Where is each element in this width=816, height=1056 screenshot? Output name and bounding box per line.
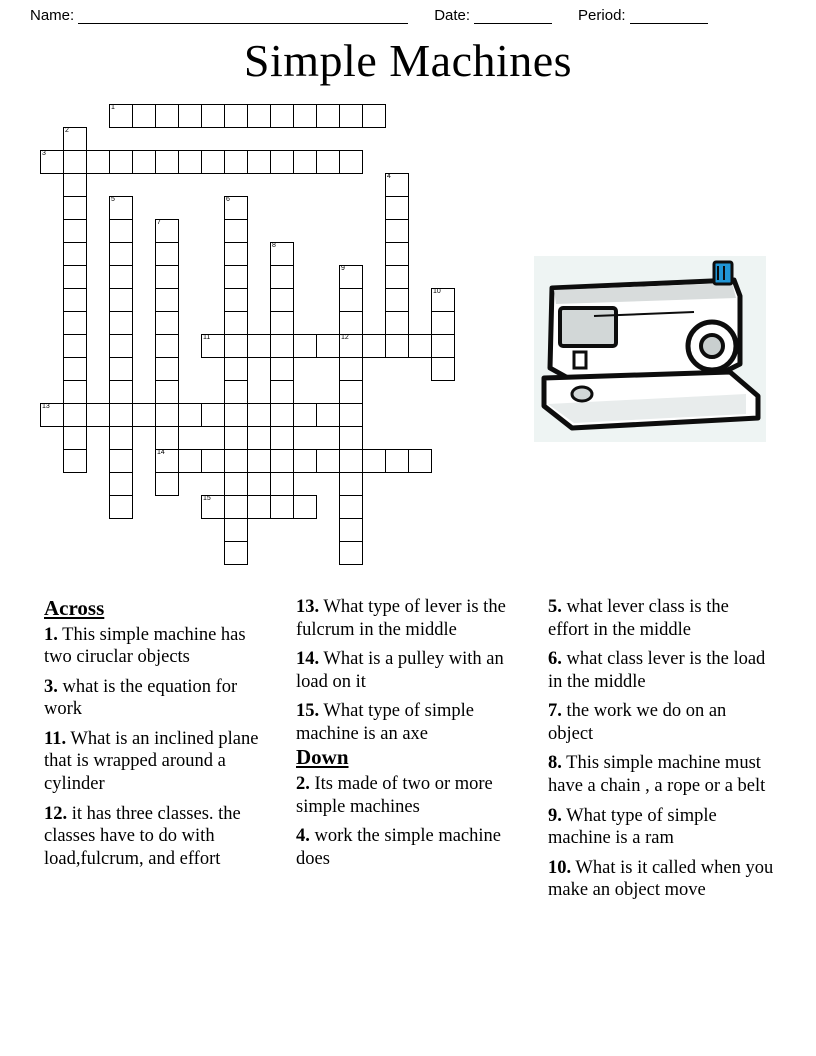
crossword-cell[interactable] — [201, 449, 225, 473]
cell-number: 2 — [65, 127, 69, 134]
clue-columns — [44, 596, 774, 976]
cell-number: 5 — [111, 196, 115, 203]
crossword-cell[interactable] — [63, 150, 87, 174]
crossword-cell[interactable] — [270, 265, 294, 289]
crossword-cell[interactable] — [339, 449, 363, 473]
crossword-cell[interactable] — [224, 426, 248, 450]
sewing-machine-illustration — [534, 256, 766, 442]
crossword-cell[interactable] — [362, 334, 386, 358]
cell-number: 7 — [157, 219, 161, 226]
crossword-cell[interactable] — [224, 311, 248, 335]
crossword-cell[interactable] — [63, 334, 87, 358]
crossword-cell[interactable] — [431, 357, 455, 381]
crossword-cell[interactable] — [155, 150, 179, 174]
crossword-cell[interactable] — [63, 311, 87, 335]
cell-number: 4 — [387, 173, 391, 180]
crossword-cell[interactable] — [316, 104, 340, 128]
crossword-cell[interactable] — [339, 541, 363, 565]
crossword-cell[interactable] — [385, 265, 409, 289]
crossword-cell[interactable] — [362, 104, 386, 128]
crossword-cell[interactable] — [63, 403, 87, 427]
crossword-cell[interactable] — [270, 357, 294, 381]
crossword-cell[interactable] — [270, 472, 294, 496]
crossword-cell[interactable] — [339, 288, 363, 312]
crossword-cell[interactable] — [247, 495, 271, 519]
clue-text: the work we do on an object — [548, 701, 727, 744]
clue-item — [296, 700, 522, 745]
student-info-header — [30, 0, 786, 24]
crossword-cell[interactable] — [362, 449, 386, 473]
cell-number: 15 — [203, 495, 211, 502]
crossword-cell[interactable] — [224, 449, 248, 473]
clue-text: it has three classes. the classes have to do with load,fulcrum, and effort — [44, 803, 241, 869]
crossword-cell[interactable] — [178, 449, 202, 473]
crossword-cell[interactable] — [385, 288, 409, 312]
clue-number: 11. — [44, 728, 67, 749]
clue-text: What is an inclined plane that is wrapped around a cylinder — [44, 728, 259, 794]
crossword-cell[interactable] — [109, 334, 133, 358]
crossword-cell[interactable] — [270, 380, 294, 404]
crossword-cell[interactable] — [224, 495, 248, 519]
crossword-cell[interactable] — [247, 334, 271, 358]
cell-number: 11 — [203, 334, 211, 341]
crossword-cell[interactable] — [201, 334, 225, 358]
crossword-cell[interactable] — [155, 288, 179, 312]
clue-number: 8. — [548, 753, 562, 774]
crossword-cell[interactable] — [293, 104, 317, 128]
clue-item — [44, 624, 270, 669]
clue-text: What is it called when you make an object move — [548, 857, 774, 901]
crossword-cell[interactable] — [155, 380, 179, 404]
clue-number: 12. — [44, 803, 68, 824]
crossword-cell[interactable] — [339, 104, 363, 128]
crossword-cell[interactable] — [339, 265, 363, 289]
crossword-cell[interactable] — [155, 357, 179, 381]
clue-text: what lever class is the effort in the middle — [548, 597, 729, 640]
crossword-cell[interactable] — [155, 334, 179, 358]
clue-item — [548, 752, 774, 797]
crossword-cell[interactable] — [63, 219, 87, 243]
clue-item — [44, 676, 270, 721]
clue-item — [548, 596, 774, 641]
crossword-cell[interactable] — [431, 311, 455, 335]
clue-text: work the simple machine does — [296, 826, 501, 869]
crossword-cell[interactable] — [178, 403, 202, 427]
crossword-cell[interactable] — [132, 150, 156, 174]
crossword-cell[interactable] — [339, 495, 363, 519]
crossword-cell[interactable] — [224, 403, 248, 427]
clue-text: Its made of two or more simple machines — [296, 773, 493, 817]
crossword-cell[interactable] — [316, 403, 340, 427]
crossword-cell[interactable] — [316, 150, 340, 174]
crossword-cell[interactable] — [109, 495, 133, 519]
crossword-cell[interactable] — [155, 311, 179, 335]
crossword-cell[interactable] — [316, 334, 340, 358]
crossword-cell[interactable] — [132, 104, 156, 128]
crossword-cell[interactable] — [270, 449, 294, 473]
crossword-cell[interactable] — [155, 472, 179, 496]
crossword-cell[interactable] — [63, 449, 87, 473]
crossword-cell[interactable] — [40, 403, 64, 427]
crossword-cell[interactable] — [109, 449, 133, 473]
crossword-cell[interactable] — [339, 150, 363, 174]
crossword-cell[interactable] — [224, 334, 248, 358]
crossword-cell[interactable] — [155, 265, 179, 289]
crossword-cell[interactable] — [201, 495, 225, 519]
clue-number: 1. — [44, 624, 58, 645]
crossword-cell[interactable] — [339, 334, 363, 358]
crossword-cell[interactable] — [385, 173, 409, 197]
clue-number: 9. — [548, 805, 562, 826]
crossword-cell[interactable] — [270, 311, 294, 335]
clue-number: 6. — [548, 649, 562, 670]
crossword-cell[interactable] — [385, 242, 409, 266]
crossword-cell[interactable] — [178, 104, 202, 128]
clue-text: This simple machine has two ciruclar objects — [44, 624, 246, 668]
crossword-cell[interactable] — [224, 104, 248, 128]
clue-item — [44, 728, 270, 796]
crossword-cell[interactable] — [385, 449, 409, 473]
crossword-cell[interactable] — [247, 403, 271, 427]
cell-number: 6 — [226, 196, 230, 203]
period-blank[interactable] — [630, 9, 708, 24]
cell-number: 12 — [341, 334, 349, 341]
clue-number: 5. — [548, 597, 562, 617]
crossword-cell[interactable] — [339, 357, 363, 381]
clue-number: 13. — [296, 597, 320, 617]
crossword-cell[interactable] — [224, 357, 248, 381]
crossword-cell[interactable] — [201, 150, 225, 174]
crossword-cell[interactable] — [86, 150, 110, 174]
crossword-cell[interactable] — [109, 472, 133, 496]
crossword-cell[interactable] — [155, 403, 179, 427]
crossword-cell[interactable] — [178, 150, 202, 174]
crossword-cell[interactable] — [224, 518, 248, 542]
crossword-cell[interactable] — [109, 403, 133, 427]
crossword-cell[interactable] — [431, 334, 455, 358]
crossword-cell[interactable] — [270, 288, 294, 312]
crossword-cell[interactable] — [247, 104, 271, 128]
across-heading: Across — [44, 596, 105, 620]
clue-number: 7. — [548, 701, 562, 722]
crossword-cell[interactable] — [247, 150, 271, 174]
clue-text: What is a pulley with an load on it — [296, 649, 504, 692]
page-title: Simple Machines — [243, 35, 573, 86]
crossword-cell[interactable] — [339, 518, 363, 542]
crossword-cell[interactable] — [339, 311, 363, 335]
crossword-cell[interactable] — [293, 449, 317, 473]
clue-item — [548, 648, 774, 693]
crossword-cell[interactable] — [270, 104, 294, 128]
crossword-cell[interactable] — [109, 265, 133, 289]
crossword-cell[interactable] — [109, 219, 133, 243]
crossword-cell[interactable] — [132, 403, 156, 427]
crossword-cell[interactable] — [408, 449, 432, 473]
crossword-cell[interactable] — [247, 449, 271, 473]
crossword-cell[interactable] — [109, 242, 133, 266]
clue-number: 14. — [296, 649, 320, 670]
crossword-cell[interactable] — [63, 265, 87, 289]
crossword-cell[interactable] — [385, 219, 409, 243]
crossword-cell[interactable] — [339, 403, 363, 427]
crossword-cell[interactable] — [270, 403, 294, 427]
cell-number: 14 — [157, 449, 165, 456]
crossword-cell[interactable] — [86, 403, 110, 427]
crossword-cell[interactable] — [109, 150, 133, 174]
cell-number: 9 — [341, 265, 345, 272]
crossword-cell[interactable] — [109, 104, 133, 128]
crossword-cell[interactable] — [270, 242, 294, 266]
crossword-cell[interactable] — [109, 288, 133, 312]
crossword-cell[interactable] — [63, 127, 87, 151]
cell-number: 1 — [111, 104, 115, 111]
crossword-cell[interactable] — [224, 150, 248, 174]
crossword-cell[interactable] — [224, 219, 248, 243]
crossword-cell[interactable] — [201, 104, 225, 128]
clue-text: What type of lever is the fulcrum in the middle — [296, 597, 506, 640]
cell-number: 8 — [272, 242, 276, 249]
clue-text: What type of simple machine is an axe — [296, 701, 474, 744]
crossword-cell[interactable] — [109, 426, 133, 450]
crossword-cell[interactable] — [155, 449, 179, 473]
crossword-cell[interactable] — [155, 104, 179, 128]
crossword-cell[interactable] — [109, 311, 133, 335]
crossword-grid[interactable] — [40, 104, 510, 594]
clue-item — [44, 803, 270, 871]
clue-item — [296, 648, 522, 693]
crossword-cell[interactable] — [293, 334, 317, 358]
crossword-cell[interactable] — [109, 380, 133, 404]
crossword-cell[interactable] — [63, 196, 87, 220]
crossword-cell[interactable] — [109, 357, 133, 381]
crossword-cell[interactable] — [63, 288, 87, 312]
crossword-cell[interactable] — [109, 196, 133, 220]
clue-text: what class lever is the load in the middle — [548, 649, 766, 692]
crossword-cell[interactable] — [224, 265, 248, 289]
clue-item — [548, 857, 774, 902]
crossword-cell[interactable] — [316, 449, 340, 473]
crossword-cell[interactable] — [63, 357, 87, 381]
name-blank[interactable] — [78, 9, 408, 24]
crossword-cell[interactable] — [339, 472, 363, 496]
clue-number: 3. — [44, 676, 58, 697]
clue-text: what is the equation for work — [44, 676, 238, 720]
period-label: Period: — [578, 7, 626, 24]
crossword-cell[interactable] — [224, 196, 248, 220]
clue-item — [296, 825, 522, 870]
crossword-cell[interactable] — [155, 426, 179, 450]
crossword-cell[interactable] — [270, 495, 294, 519]
clue-number: 15. — [296, 701, 320, 722]
clue-number: 4. — [296, 826, 310, 847]
crossword-cell[interactable] — [63, 242, 87, 266]
crossword-cell[interactable] — [385, 196, 409, 220]
clue-item — [548, 700, 774, 745]
crossword-cell[interactable] — [339, 426, 363, 450]
crossword-cell[interactable] — [224, 541, 248, 565]
date-label: Date: — [434, 7, 471, 24]
crossword-cell[interactable] — [385, 334, 409, 358]
name-label: Name: — [30, 7, 75, 24]
date-blank[interactable] — [474, 9, 552, 24]
crossword-cell[interactable] — [293, 150, 317, 174]
clue-text: What type of simple machine is a ram — [548, 805, 717, 849]
crossword-cell[interactable] — [408, 334, 432, 358]
crossword-cell[interactable] — [63, 173, 87, 197]
crossword-cell[interactable] — [224, 242, 248, 266]
clue-number: 10. — [548, 857, 572, 878]
crossword-cell[interactable] — [224, 288, 248, 312]
crossword-cell[interactable] — [385, 311, 409, 335]
clue-number: 2. — [296, 773, 310, 794]
crossword-cell[interactable] — [431, 288, 455, 312]
clue-item — [548, 805, 774, 850]
crossword-cell[interactable] — [224, 380, 248, 404]
crossword-cell[interactable] — [155, 219, 179, 243]
crossword-cell[interactable] — [270, 334, 294, 358]
crossword-cell[interactable] — [201, 403, 225, 427]
cell-number: 13 — [42, 403, 50, 410]
cell-number: 3 — [42, 150, 46, 157]
clue-item — [296, 773, 522, 818]
clue-text: This simple machine must have a chain , a rope or a belt — [548, 753, 766, 796]
crossword-cell[interactable] — [293, 403, 317, 427]
clue-item — [296, 596, 522, 641]
crossword-cell[interactable] — [339, 380, 363, 404]
crossword-cell[interactable] — [224, 472, 248, 496]
crossword-cell[interactable] — [270, 150, 294, 174]
crossword-cell[interactable] — [270, 426, 294, 450]
crossword-cell[interactable] — [40, 150, 64, 174]
crossword-cell[interactable] — [63, 426, 87, 450]
crossword-cell[interactable] — [293, 495, 317, 519]
crossword-cell[interactable] — [63, 380, 87, 404]
cell-number: 10 — [433, 288, 441, 295]
crossword-cell[interactable] — [155, 242, 179, 266]
down-heading: Down — [296, 745, 349, 770]
